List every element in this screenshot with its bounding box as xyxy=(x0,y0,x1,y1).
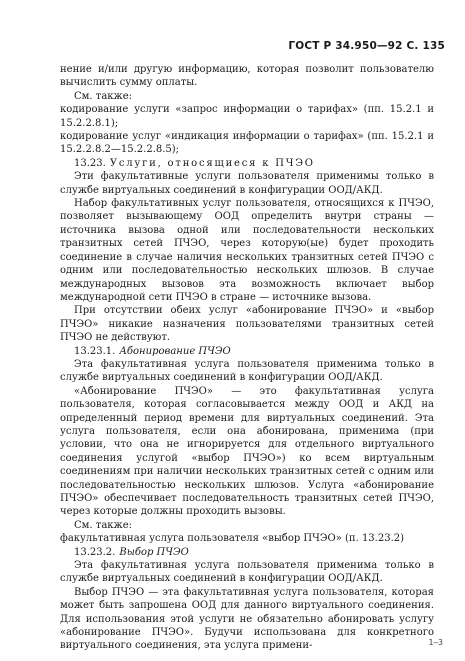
section-heading-13-23-1 xyxy=(60,345,434,358)
section-number: 13.23.1. xyxy=(74,345,116,357)
page-body xyxy=(60,63,434,653)
text-paragraph: Набор факультативных услуг пользователя, относящихся к ПЧЭО, позволяет вызывающему ООД определить внутри страны — источника вызова одной или последовательности нескольких транзитных сетей ПЧЭО, через которую(ые) будет проходить соединение в случае наличия нескольких транзитных сетей ПЧЭО с одним или последовательностью нескольких шлюзов. В случае международных вызовов эта возможность включает выбор международной сети ПЧЭО в стране — источнике вызова. xyxy=(60,198,434,303)
text-paragraph: «Абонирование ПЧЭО» — это факультативная услуга пользователя, которая согласовывается между ООД и АКД на определенный период времени для виртуальных соединений. Эта услуга пользователя, если она абонирована, применима (при условии, что она не игнорируется для отдельного виртуального соединения услугой «выбор ПЧЭО») ко всем виртуальным соединениям при наличии нескольких транзитных сетей с одним или последовательностью нескольких шлюзов. Услуга «абонирование ПЧЭО» обеспечивает последовательность транзитных сетей ПЧЭО, через которые должны проходить вызовы. xyxy=(60,385,434,518)
section-heading-13-23-2 xyxy=(60,546,434,559)
see-also-label: См. также: xyxy=(74,90,133,102)
text-paragraph: Эта факультативная услуга пользователя применима только в службе виртуальных соединений в конфигурации ООД/АКД. xyxy=(60,358,434,384)
text-paragraph: Выбор ПЧЭО — эта факультативная услуга пользователя, которая может быть запрошена ООД для данного виртуального соединения. Для использования этой услуги не обязательно абонировать услугу «абонирование ПЧЭО». Будучи использована для конкретного виртуального соединения, эта услуга примени- xyxy=(60,586,434,652)
section-title: Абонирование ПЧЭО xyxy=(119,345,231,357)
page-footer-mark: 1—3 xyxy=(428,638,443,647)
section-title: Услуги, относящиеся к ПЧЭО xyxy=(109,157,315,169)
reference-item: кодирование услуги «запрос информации о тарифах» (пп. 15.2.1 и 15.2.2.8.1); xyxy=(60,104,434,129)
section-heading-13-23 xyxy=(60,157,434,170)
text-paragraph: Эта факультативная услуга пользователя применима только в службе виртуальных соединений в конфигурации ООД/АКД. xyxy=(60,560,434,585)
page-header: ГОСТ Р 34.950—92 С. 135 xyxy=(288,40,445,52)
text-paragraph: Эти факультативные услуги пользователя применимы только в службе виртуальных соединений в конфигурации ООД/АКД. xyxy=(60,171,434,196)
text-paragraph: При отсутствии обеих услуг «абонирование ПЧЭО» и «выбор ПЧЭО» никакие назначения пользователями транзитных сетей ПЧЭО не действуют. xyxy=(60,305,434,344)
reference-item: кодирование услуг «индикация информации о тарифах» (пп. 15.2.1 и 15.2.2.8.2—15.2.2.8.5); xyxy=(60,131,434,156)
section-number: 13.23.2. xyxy=(74,546,116,558)
text-paragraph: нение и/или другую информацию, которая позволит пользователю вычислить сумму оплаты. xyxy=(60,64,434,89)
see-also-label: См. также: xyxy=(74,519,133,531)
section-title: Выбор ПЧЭО xyxy=(119,546,189,558)
reference-item: факультативная услуга пользователя «выбор ПЧЭО» (п. 13.23.2) xyxy=(60,533,405,545)
section-number: 13.23. xyxy=(74,157,106,169)
